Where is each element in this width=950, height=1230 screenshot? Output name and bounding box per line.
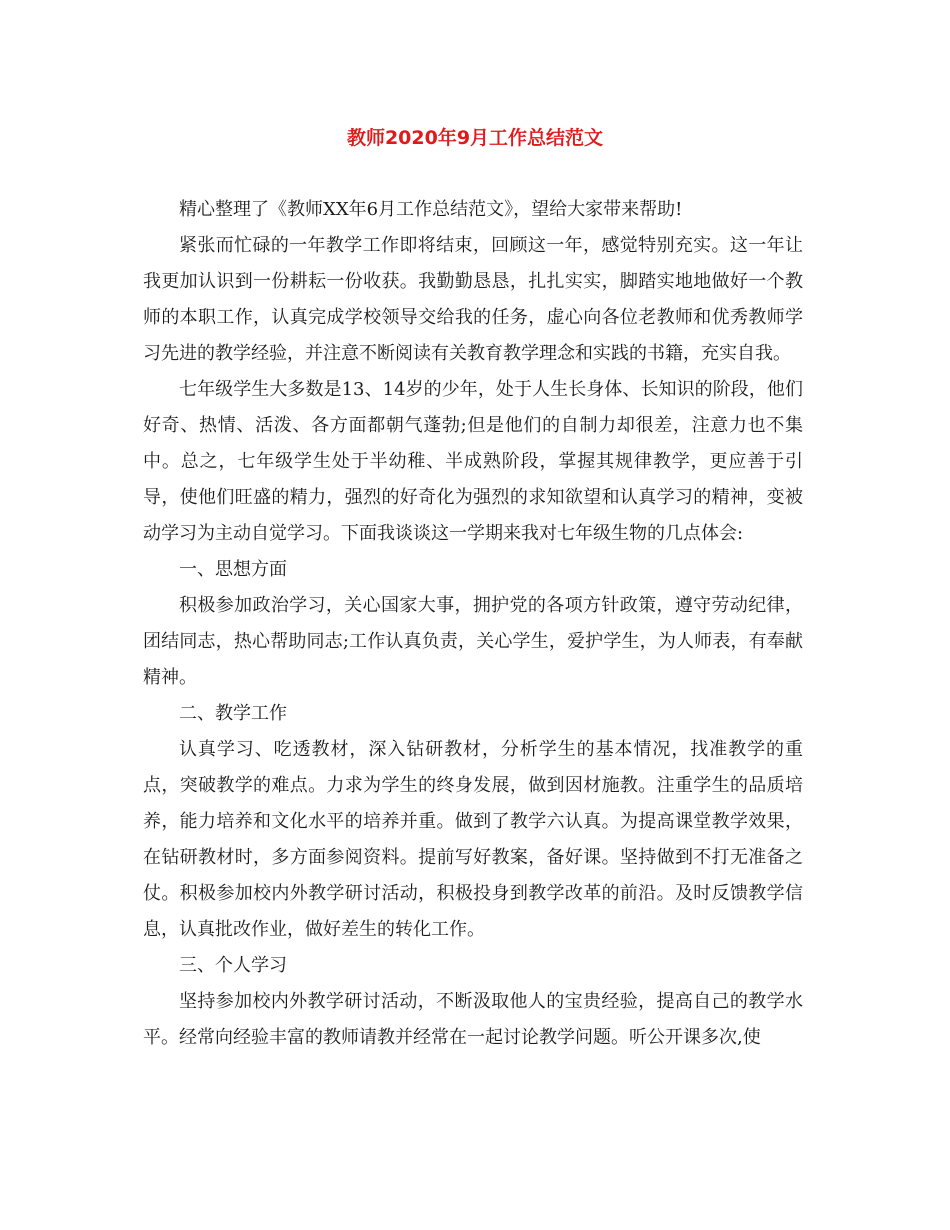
document-title: 教师2020年9月工作总结范文 [346,127,604,149]
section-heading-teaching: 二、教学工作 [179,703,287,724]
intro-paragraph: 精心整理了《教师XX年6月工作总结范文》，望给大家带来帮助! [179,199,683,220]
section-text-learning: 坚持参加校内外教学研讨活动，不断汲取他人的宝贵经验，提高自己的教学水平。经常向经验丰富的教师请教并经常在一起讨论教学问题。听公开课多次,使 [143,991,803,1048]
section-heading-thought: 一、思想方面 [179,559,287,580]
section-text-teaching: 认真学习、吃透教材，深入钻研教材，分析学生的基本情况，找准教学的重点，突破教学的难点。力求为学生的终身发展，做到因材施教。注重学生的品质培养，能力培养和文化水平的培养并重。做到了教学六认真。为提高课堂教学效果，在钻研教材时，多方面参阅资料。提前写好教案，备好课。坚持做到不打无准备之仗。积极参加校内外教学研讨活动，积极投身到教学改革的前沿。及时反馈教学信息，认真批改作业，做好差生的转化工作。 [143,739,803,940]
document-body [143,192,803,1056]
section-heading-learning: 三、个人学习 [179,955,287,976]
summary-paragraph: 紧张而忙碌的一年教学工作即将结束，回顾这一年，感觉特别充实。这一年让我更加认识到一份耕耘一份收获。我勤勤恳恳，扎扎实实，脚踏实地地做好一个教师的本职工作，认真完成学校领导交给我的任务，虚心向各位老教师和优秀教师学习先进的教学经验，并注意不断阅读有关教育教学理念和实践的书籍，充实自我。 [143,235,803,364]
students-paragraph: 七年级学生大多数是13、14岁的少年，处于人生长身体、长知识的阶段，他们好奇、热情、活泼、各方面都朝气蓬勃;但是他们的自制力却很差，注意力也不集中。总之，七年级学生处于半幼稚、半成熟阶段，掌握其规律教学，更应善于引导，使他们旺盛的精力，强烈的好奇化为强烈的求知欲望和认真学习的精神，变被动学习为主动自觉学习。下面我谈谈这一学期来我对七年级生物的几点体会: [143,379,803,544]
section-text-thought: 积极参加政治学习，关心国家大事，拥护党的各项方针政策，遵守劳动纪律，团结同志，热心帮助同志;工作认真负责，关心学生，爱护学生，为人师表，有奉献精神。 [143,595,803,688]
